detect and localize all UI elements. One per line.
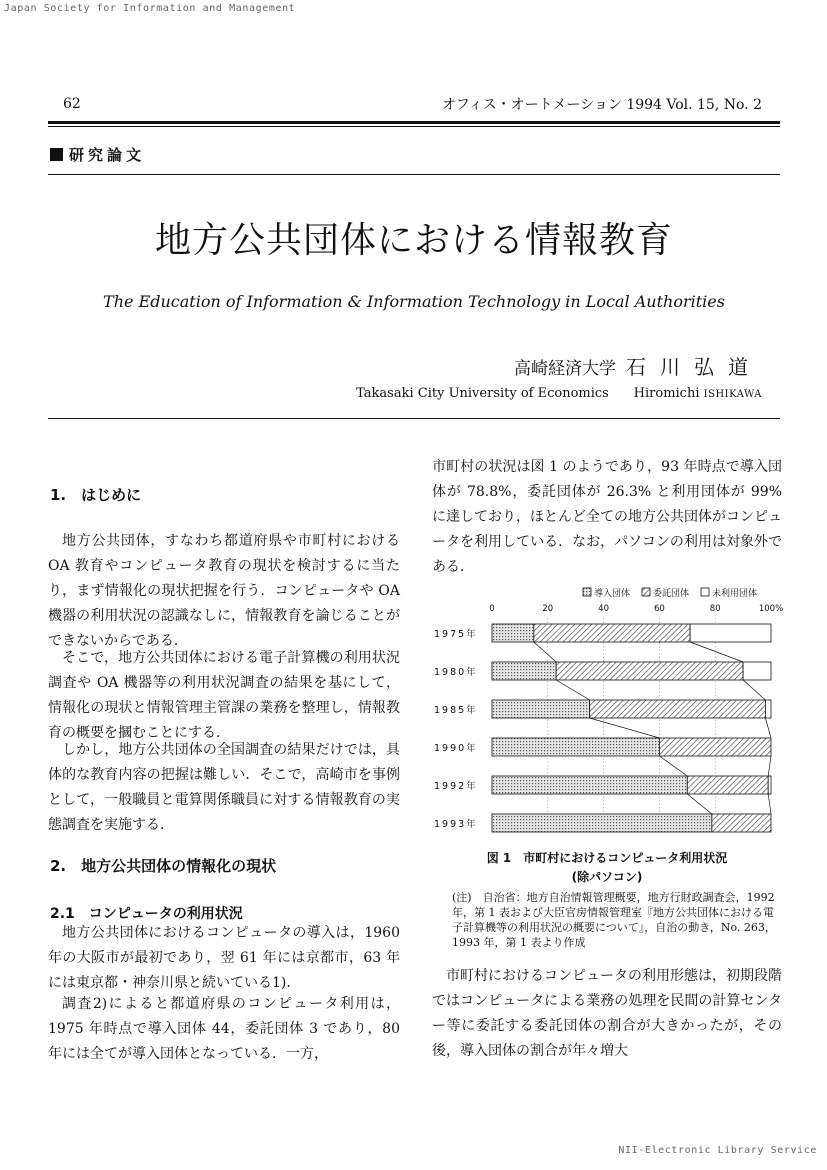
section-label-text: 研究論文 [69,146,146,164]
figure-note: (注) 自治省：地方自治情報管理概要，地方行財政調査会，1992 年，第 1 表および大臣官房情報管理室『地方公共団体における電子計算機等の利用状況の概要について』，自治の動き，No. 263，1993 年，第 1 表より作成 [452,891,776,949]
x-tick-label-0: 0 [489,604,495,614]
connector-2-1 [765,718,771,738]
bar-3-1 [659,738,771,756]
category-label-1: 1980年 [434,667,478,678]
society-watermark: Japan Society for Information and Management [4,3,296,14]
legend-swatch-1 [642,588,650,596]
connector-0-1 [690,642,743,662]
right-paragraph-2: 市町村におけるコンピュータの利用形態は，初期段階ではコンピュータによる業務の処理を民間の計算センター等に委託する委託団体の割合が大きかったが，その後，導入団体の割合が年々増大 [432,968,782,1059]
connector-1-0 [556,680,589,700]
page-number: 62 [63,96,81,112]
section-label [50,144,145,165]
x-tick-label-4: 80 [709,604,721,614]
section-1-paragraph-1: 地方公共団体，すなわち都道府県や市町村における OA 教育やコンピュータ教育の現状を検討するに当たり，まず情報化の現状把握を行う．コンピュータや OA 機器の利用状況の認識なしに，情報教育を論じることができないからである． [48,533,400,649]
x-tick-label-5: 100% [758,604,784,614]
legend-swatch-2 [701,588,709,596]
chart-legend [583,587,757,599]
connector-4-1 [768,794,771,814]
bar-4-1 [687,776,768,794]
bar-4-0 [492,776,687,794]
affiliation-ja [514,351,762,380]
section-2-heading: 2. 地方公共団体の情報化の現状 [50,857,277,875]
section-square-icon [50,148,63,161]
category-label-2: 1985年 [434,705,478,716]
connector-0-0 [534,642,556,662]
connector-3-0 [659,756,687,776]
section-1-heading: 1. はじめに [50,486,142,504]
legend-label-1: 委託団体 [653,589,690,599]
x-tick-label-3: 60 [653,604,665,614]
bar-0-1 [534,624,690,642]
section-1-paragraph-2: そこで，地方公共団体における電子計算機の利用状況調査や OA 機器等の利用状況調査の結果を基にして，情報化の現状と情報管理主管課の業務を整理し，情報教育の概要を摑むことにする． [48,650,400,741]
bar-0-2 [690,624,771,642]
legend-swatch-0 [583,588,591,596]
section-rule [48,174,780,175]
section-2-1-heading: 2.1 コンピュータの利用状況 [50,906,243,922]
figure-caption-line-2: (除パソコン) [571,870,643,884]
affiliation-en-text: Takasaki City University of Economics [356,386,609,401]
bar-2-0 [492,700,590,718]
section-1-paragraph-3: しかし，地方公共団体の全国調査の結果だけでは，具体的な教育内容の把握は難しい．そこで，高崎市を事例として，一般職員と電算関係職員に対する情報教育の実態調査を実施する． [48,742,400,833]
bar-1-0 [492,662,556,680]
title-rule [48,418,780,419]
section-2-1-paragraph-1: 地方公共団体におけるコンピュータの導入は，1960 年の大阪市が最初であり，翌 61 年には京都市，63 年には東京都・神奈川県と続いている1)． [48,925,400,991]
bar-0-0 [492,624,534,642]
legend-label-2: 未利用団体 [712,589,758,599]
bar-1-1 [556,662,743,680]
bar-4-2 [768,776,771,794]
bar-5-0 [492,814,712,832]
connector-1-1 [743,680,765,700]
bar-2-2 [765,700,771,718]
right-paragraph-1: 市町村の状況は図 1 のようであり，93 年時点で導入団体が 78.8%，委託団体が 26.3% と利用団体が 99% に達しており，ほとんど全ての地方公共団体がコンピュータを利用している．なお，パソコンの利用は対象外である． [432,459,782,575]
bar-2-1 [590,700,766,718]
x-tick-label-1: 20 [542,604,554,614]
connector-4-0 [687,794,712,814]
author-ja: 石川弘道 [626,355,762,379]
bar-1-2 [743,662,771,680]
journal-reference: オフィス・オートメーション 1994 Vol. 15, No. 2 [442,97,762,113]
section-2-1-paragraph-2: 調査2)によると都道府県のコンピュータ利用は，1975 年時点で導入団体 44，委託団体 3 であり，80 年には全てが導入団体となっている．一方， [48,996,400,1062]
affiliation-en [356,386,762,401]
category-label-3: 1990年 [434,743,478,754]
figure-caption-line-1: 図 1 市町村におけるコンピュータ利用状況 [486,851,728,865]
author-en-family: ISHIKAWA [703,389,762,400]
category-label-5: 1993年 [434,819,478,830]
author-en-given: Hiromichi [633,386,700,401]
article-title-ja: 地方公共団体における情報教育 [154,220,673,261]
connector-3-1 [768,756,771,776]
x-tick-label-2: 40 [598,604,610,614]
header-rule-thin [48,126,780,127]
connector-2-0 [590,718,660,738]
category-label-4: 1992年 [434,781,478,792]
nii-footer: NII-Electronic Library Service [618,1145,817,1156]
bar-5-1 [712,814,771,832]
legend-label-0: 導入団体 [594,589,631,599]
category-label-0: 1975年 [434,629,478,640]
bar-3-0 [492,738,659,756]
chart-bars [434,624,771,832]
header-rule [48,121,780,124]
figure-1-chart [430,582,785,840]
affiliation-ja-text: 高崎経済大学 [514,359,616,379]
article-title-en: The Education of Information & Information Technology in Local Authorities [103,292,725,311]
